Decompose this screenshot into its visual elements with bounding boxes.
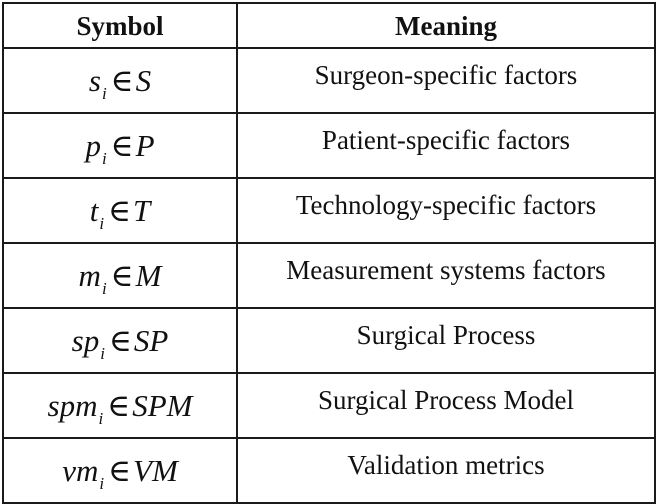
symbol-expression: [89, 193, 151, 233]
symbol-cell: [3, 113, 237, 178]
symbol-set: P: [135, 128, 155, 163]
meaning-column-header: Meaning: [237, 3, 655, 48]
element-of-sign: ∈: [110, 128, 134, 163]
symbol-subscript: i: [101, 149, 107, 168]
meaning-cell: Surgeon-specific factors: [237, 48, 655, 113]
symbol-expression: [47, 388, 193, 428]
symbol-cell: [3, 438, 237, 503]
table-row: [3, 243, 655, 308]
element-of-sign: ∈: [110, 258, 134, 293]
meaning-cell: Surgical Process: [237, 308, 655, 373]
symbol-set: S: [135, 63, 152, 98]
meaning-cell: Technology-specific factors: [237, 178, 655, 243]
symbol-set: T: [133, 193, 151, 228]
table-row: [3, 178, 655, 243]
symbol-subscript: i: [99, 214, 105, 233]
symbol-variable: p: [85, 128, 101, 163]
meaning-cell: Validation metrics: [237, 438, 655, 503]
symbol-subscript: i: [101, 279, 107, 298]
symbol-set: VM: [133, 453, 178, 488]
table-row: [3, 48, 655, 113]
element-of-sign: ∈: [110, 63, 134, 98]
symbol-subscript: i: [98, 409, 104, 428]
symbol-variable: spm: [47, 388, 98, 423]
header-row: [3, 3, 655, 48]
meaning-cell: Patient-specific factors: [237, 113, 655, 178]
symbol-subscript: i: [100, 344, 105, 363]
symbol-set: SP: [133, 323, 169, 358]
symbol-cell: [3, 308, 237, 373]
symbol-variable: s: [88, 63, 101, 98]
table-row: [3, 438, 655, 503]
symbol-cell: [3, 178, 237, 243]
symbol-variable: t: [89, 193, 99, 228]
table-row: [3, 308, 655, 373]
symbol-cell: [3, 373, 237, 438]
symbol-set: M: [135, 258, 162, 293]
symbol-expression: [62, 453, 178, 493]
symbol-cell: [3, 243, 237, 308]
meaning-cell: Surgical Process Model: [237, 373, 655, 438]
symbol-expression: [85, 128, 155, 168]
symbol-column-header: Symbol: [3, 3, 237, 48]
symbol-variable: sp: [71, 323, 100, 358]
symbol-subscript: i: [101, 84, 107, 103]
element-of-sign: ∈: [108, 453, 132, 488]
symbol-subscript: i: [99, 474, 105, 493]
meaning-cell: Measurement systems factors: [237, 243, 655, 308]
symbol-table: [2, 2, 656, 504]
element-of-sign: ∈: [108, 193, 132, 228]
symbol-variable: m: [78, 258, 101, 293]
element-of-sign: ∈: [108, 323, 132, 358]
symbol-cell: [3, 48, 237, 113]
symbol-expression: [78, 258, 162, 298]
table-row: [3, 373, 655, 438]
symbol-expression: [88, 63, 152, 103]
symbol-expression: [71, 323, 169, 363]
element-of-sign: ∈: [107, 388, 131, 423]
symbol-variable: vm: [62, 453, 99, 488]
symbol-set: SPM: [132, 388, 193, 423]
table-row: [3, 113, 655, 178]
